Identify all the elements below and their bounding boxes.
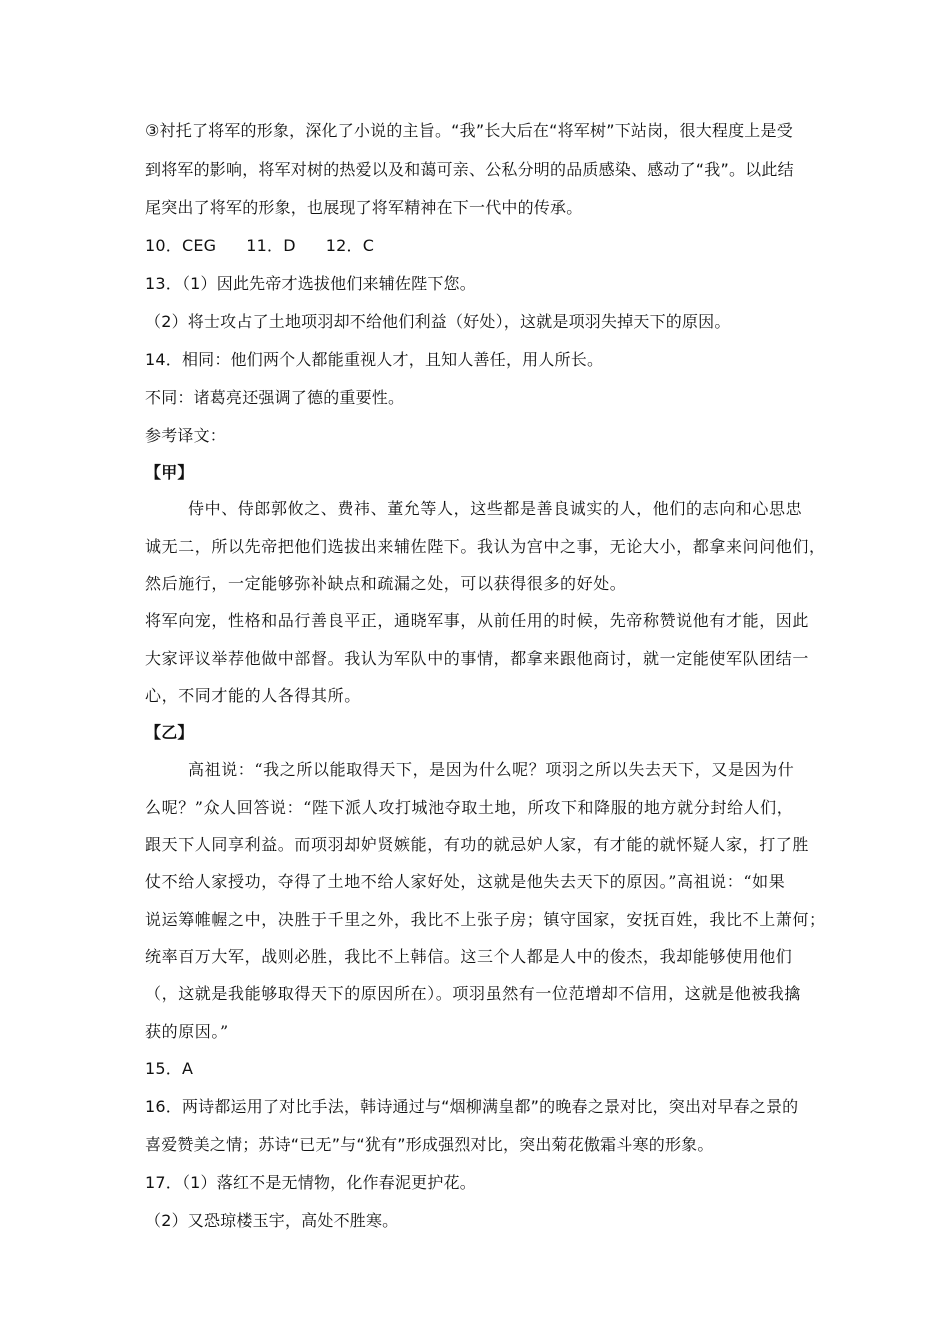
jia-line-4: 将军向宠，性格和品行善良平正，通晓军事，从前任用的时候，先帝称赞说他有才能，因此 bbox=[145, 611, 810, 630]
answer-13-part-2: （2）将士攻占了土地项羽却不给他们利益（好处），这就是项羽失掉天下的原因。 bbox=[145, 312, 731, 331]
yi-line-5: 说运筹帷幄之中，决胜于千里之外，我比不上张子房；镇守国家，安抚百姓，我比不上萧何； bbox=[145, 910, 826, 929]
yi-line-4: 仗不给人家授功，夺得了土地不给人家好处，这就是他失去天下的原因。”高祖说：“如果 bbox=[145, 872, 786, 891]
q9-answer-line-2: 到将军的影响，将军对树的热爱以及和蔼可亲、公私分明的品质感染、感动了“我”。以此结 bbox=[145, 160, 794, 179]
q9-answer-line-1: ③衬托了将军的形象，深化了小说的主旨。“我”长大后在“将军树”下站岗，很大程度上是受 bbox=[145, 121, 793, 140]
jia-line-3: 然后施行，一定能够弥补缺点和疏漏之处，可以获得很多的好处。 bbox=[145, 574, 627, 593]
section-jia-heading: 【甲】 bbox=[145, 463, 194, 482]
yi-line-2: 么呢？”众人回答说：“陛下派人攻打城池夺取土地，所攻下和降服的地方就分封给人们， bbox=[145, 798, 794, 817]
answer-17-part-1: 17．（1）落红不是无情物，化作春泥更护花。 bbox=[145, 1173, 476, 1192]
answer-15: 15．A bbox=[145, 1059, 194, 1078]
jia-line-2: 诚无二，所以先帝把他们选拔出来辅佐陛下。我认为宫中之事，无论大小，都拿来问问他们， bbox=[145, 537, 826, 556]
answer-11: 11．D bbox=[246, 236, 296, 255]
reference-translation-heading: 参考译文： bbox=[145, 426, 227, 445]
jia-line-6: 心，不同才能的人各得其所。 bbox=[145, 686, 361, 705]
answer-14-diff: 不同：诸葛亮还强调了德的重要性。 bbox=[145, 388, 405, 407]
answer-14-same: 14．相同：他们两个人都能重视人才，且知人善任，用人所长。 bbox=[145, 350, 604, 369]
answer-13-part-1: 13．（1）因此先帝才选拔他们来辅佐陛下您。 bbox=[145, 274, 476, 293]
q9-answer-line-3: 尾突出了将军的形象，也展现了将军精神在下一代中的传承。 bbox=[145, 198, 583, 217]
answer-16-line-1: 16．两诗都运用了对比手法，韩诗通过与“烟柳满皇都”的晚春之景对比，突出对早春之景的 bbox=[145, 1097, 799, 1116]
answer-17-part-2: （2）又恐琼楼玉宇，高处不胜寒。 bbox=[145, 1211, 399, 1230]
answer-10: 10．CEG bbox=[145, 236, 217, 255]
section-yi-heading: 【乙】 bbox=[145, 723, 194, 742]
yi-line-7: （，这就是我能够取得天下的原因所在）。项羽虽然有一位范增却不信用，这就是他被我擒 bbox=[145, 984, 802, 1003]
jia-line-5: 大家评议举荐他做中部督。我认为军队中的事情，都拿来跟他商讨，就一定能使军队团结一 bbox=[145, 649, 810, 668]
answer-16-line-2: 喜爱赞美之情；苏诗“已无”与“犹有”形成强烈对比，突出菊花傲霜斗寒的形象。 bbox=[145, 1135, 714, 1154]
yi-line-3: 跟天下人同享利益。而项羽却妒贤嫉能，有功的就忌妒人家，有才能的就怀疑人家，打了胜 bbox=[145, 835, 810, 854]
yi-line-1: 高祖说：“我之所以能取得天下，是因为什么呢？项羽之所以失去天下，又是因为什 bbox=[188, 760, 795, 779]
yi-line-8: 获的原因。” bbox=[145, 1022, 229, 1041]
yi-line-6: 统率百万大军，战则必胜，我比不上韩信。这三个人都是人中的俊杰，我却能够使用他们 bbox=[145, 947, 793, 966]
jia-line-1: 侍中、侍郎郭攸之、费祎、董允等人，这些都是善良诚实的人，他们的志向和心思忠 bbox=[188, 499, 803, 518]
answers-10-12 bbox=[145, 235, 815, 257]
answer-12: 12．C bbox=[325, 236, 375, 255]
